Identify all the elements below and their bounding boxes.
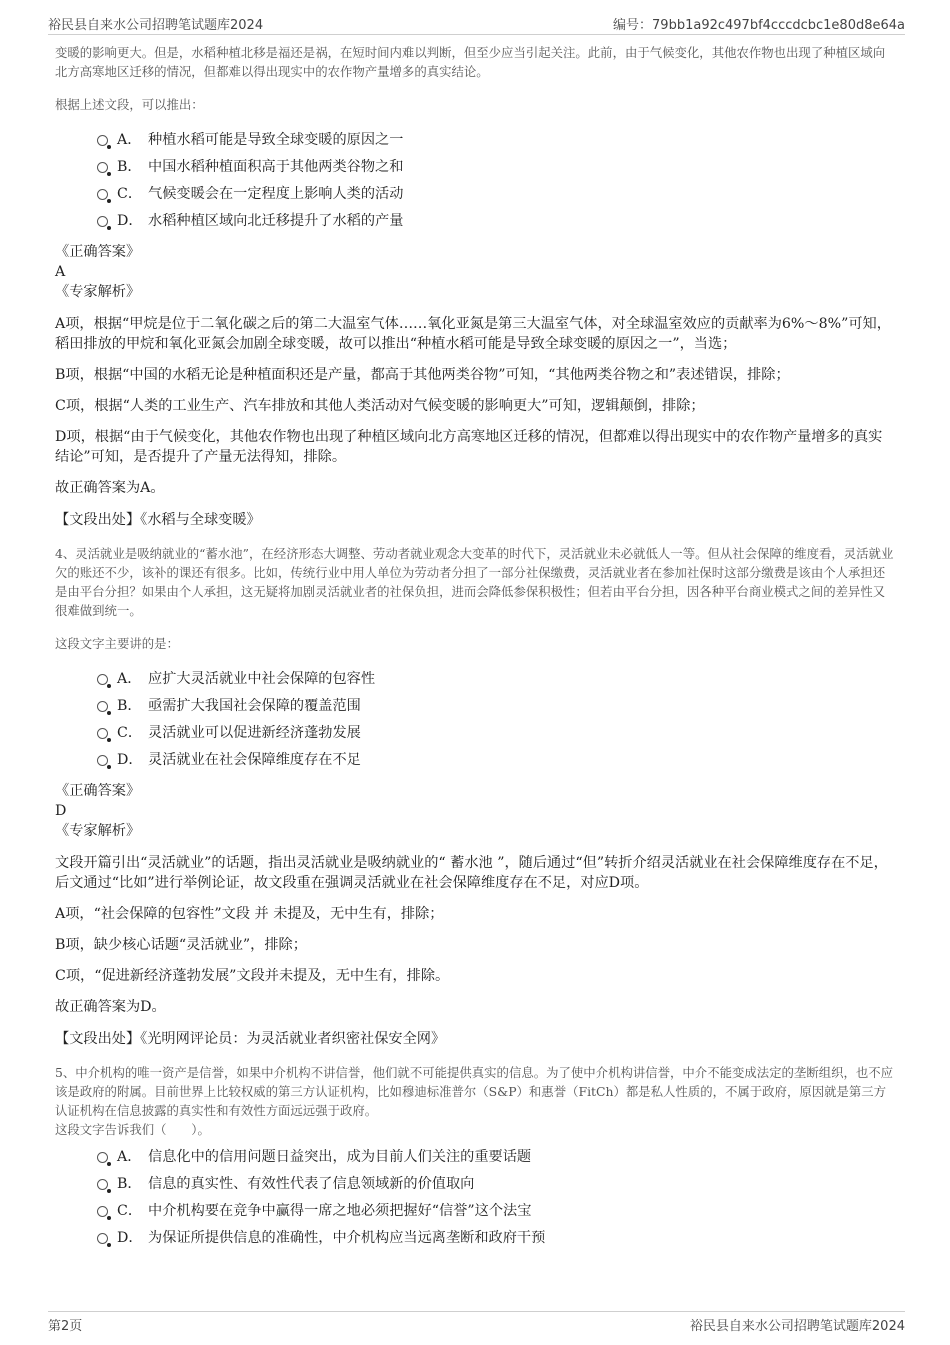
q4-option-d[interactable]: D． 灵活就业在社会保障维度存在不足 <box>55 746 895 773</box>
header-title: 裕民县自来水公司招聘笔试题库2024 <box>48 18 264 33</box>
document-body <box>55 40 895 1251</box>
radio-icon[interactable] <box>97 1206 108 1217</box>
q3-answer-label: 《正确答案》 <box>55 244 141 260</box>
page-footer <box>48 1311 905 1334</box>
radio-icon[interactable] <box>97 135 108 146</box>
page-header <box>48 12 905 35</box>
header-code: 编号：79bb1a92c497bf4cccdcbc1e80d8e64a <box>613 18 905 33</box>
radio-icon[interactable] <box>97 755 108 766</box>
q5-option-c[interactable]: C． 中介机构要在竞争中赢得一席之地必须把握好“信誉”这个法宝 <box>55 1197 895 1224</box>
q3-option-b[interactable]: B． 中国水稻种植面积高于其他两类谷物之和 <box>55 153 895 180</box>
page-number: 第2页 <box>48 1319 83 1334</box>
q4-option-a[interactable]: A． 应扩大灵活就业中社会保障的包容性 <box>55 665 895 692</box>
radio-icon[interactable] <box>97 189 108 200</box>
q4-conclusion: 故正确答案为D。 <box>55 999 166 1015</box>
q4-analysis-b: B项，缺少核心话题“灵活就业”，排除； <box>55 937 307 953</box>
radio-icon[interactable] <box>97 674 108 685</box>
q3-option-a[interactable]: A． 种植水稻可能是导致全球变暖的原因之一 <box>55 126 895 153</box>
q4-analysis-label: 《专家解析》 <box>55 823 141 839</box>
q3-analysis-label: 《专家解析》 <box>55 284 141 300</box>
radio-icon[interactable] <box>97 1179 108 1190</box>
q3-option-c[interactable]: C． 气候变暖会在一定程度上影响人类的活动 <box>55 180 895 207</box>
q3-prompt: 根据上述文段，可以推出： <box>55 97 204 112</box>
q3-source: 【文段出处】《水稻与全球变暖》 <box>55 512 261 528</box>
q5-passage: 5、中介机构的唯一资产是信誉，如果中介机构不讲信誉，他们就不可能提供真实的信息。为了使中介机构讲信誉，中介不能变成法定的垄断组织，也不应该是政府的附属。目前世界上比较权威的第三方认证机构，比如穆迪标准普尔（S&P）和惠誉（FitCh）都是私人性质的，不属于政府，原因就是第三方认证机构在信息披露的真实性和有效性方面远远强于政府。 <box>55 1065 894 1118</box>
q3-analysis-c: C项，根据“人类的工业生产、汽车排放和其他人类活动对气候变暖的影响更大”可知，逻辑颠倒，排除； <box>55 398 705 414</box>
radio-icon[interactable] <box>97 701 108 712</box>
radio-icon[interactable] <box>97 216 108 227</box>
radio-icon[interactable] <box>97 1233 108 1244</box>
q4-option-c[interactable]: C． 灵活就业可以促进新经济蓬勃发展 <box>55 719 895 746</box>
footer-title: 裕民县自来水公司招聘笔试题库2024 <box>689 1319 905 1334</box>
q4-passage: 4、灵活就业是吸纳就业的“蓄水池”，在经济形态大调整、劳动者就业观念大变革的时代下，灵活就业未必就低人一等。但从社会保障的维度看，灵活就业欠的账还不少，该补的课还有很多。比如，传统行业中用人单位为劳动者分担了一部分社保缴费，灵活就业者在参加社保时这部分缴费是该由个人承担还是由平台分担？如果由个人承担，这无疑将加剧灵活就业者的社保负担，进而会降低参保积极性；但若由平台分担，因各种平台商业模式之间的差异性又很难做到统一。 <box>55 546 894 618</box>
q4-options <box>55 665 895 773</box>
q3-conclusion: 故正确答案为A。 <box>55 480 165 496</box>
q3-answer: A <box>55 264 66 280</box>
q4-prompt: 这段文字主要讲的是： <box>55 636 179 651</box>
radio-icon[interactable] <box>97 1152 108 1163</box>
q4-answer: D <box>55 803 67 819</box>
q3-analysis-d: D项，根据“由于气候变化，其他农作物也出现了种植区域向北方高寒地区迁移的情况，但都难以得出现实中的农作物产量增多的真实结论”可知，是否提升了产量无法得知，排除。 <box>55 429 883 465</box>
q3-analysis-b: B项，根据“中国的水稻无论是种植面积还是产量，都高于其他两类谷物”可知，“其他两类谷物之和”表述错误，排除； <box>55 367 790 383</box>
q3-options <box>55 126 895 234</box>
radio-icon[interactable] <box>97 162 108 173</box>
q3-passage: 变暖的影响更大。但是，水稻种植北移是福还是祸，在短时间内难以判断，但至少应当引起关注。此前，由于气候变化，其他农作物也出现了种植区域向北方高寒地区迁移的情况，但都难以得出现实中的农作物产量增多的真实结论。 <box>55 45 886 79</box>
q4-analysis-c: C项，“促进新经济蓬勃发展”文段并未提及，无中生有，排除。 <box>55 968 450 984</box>
q5-option-b[interactable]: B． 信息的真实性、有效性代表了信息领域新的价值取向 <box>55 1170 895 1197</box>
q5-options <box>55 1143 895 1251</box>
q5-option-a[interactable]: A． 信息化中的信用问题日益突出，成为目前人们关注的重要话题 <box>55 1143 895 1170</box>
q4-answer-label: 《正确答案》 <box>55 783 141 799</box>
q4-analysis-main: 文段开篇引出“灵活就业”的话题，指出灵活就业是吸纳就业的“ 蓄水池 ”，随后通过“但”转折介绍灵活就业在社会保障维度存在不足，后文通过“比如”进行举例论证，故文段重在强调灵活就业在社会保障维度存在不足，对应D项。 <box>55 855 888 891</box>
q3-analysis-a: A项，根据“甲烷是位于二氧化碳之后的第二大温室气体……氧化亚氮是第三大温室气体，对全球温室效应的贡献率为6%～8%”可知，稻田排放的甲烷和氧化亚氮会加剧全球变暖，故可以推出“种植水稻可能是导致全球变暖的原因之一”，当选； <box>55 316 891 352</box>
q4-source: 【文段出处】《光明网评论员：为灵活就业者织密社保安全网》 <box>55 1031 446 1047</box>
q4-option-b[interactable]: B． 亟需扩大我国社会保障的覆盖范围 <box>55 692 895 719</box>
q5-prompt: 这段文字告诉我们（ ）。 <box>55 1122 210 1137</box>
q5-option-d[interactable]: D． 为保证所提供信息的准确性，中介机构应当远离垄断和政府干预 <box>55 1224 895 1251</box>
radio-icon[interactable] <box>97 728 108 739</box>
q3-option-d[interactable]: D． 水稻种植区域向北迁移提升了水稻的产量 <box>55 207 895 234</box>
q4-analysis-a: A项，“社会保障的包容性”文段 并 未提及，无中生有，排除； <box>55 906 444 922</box>
